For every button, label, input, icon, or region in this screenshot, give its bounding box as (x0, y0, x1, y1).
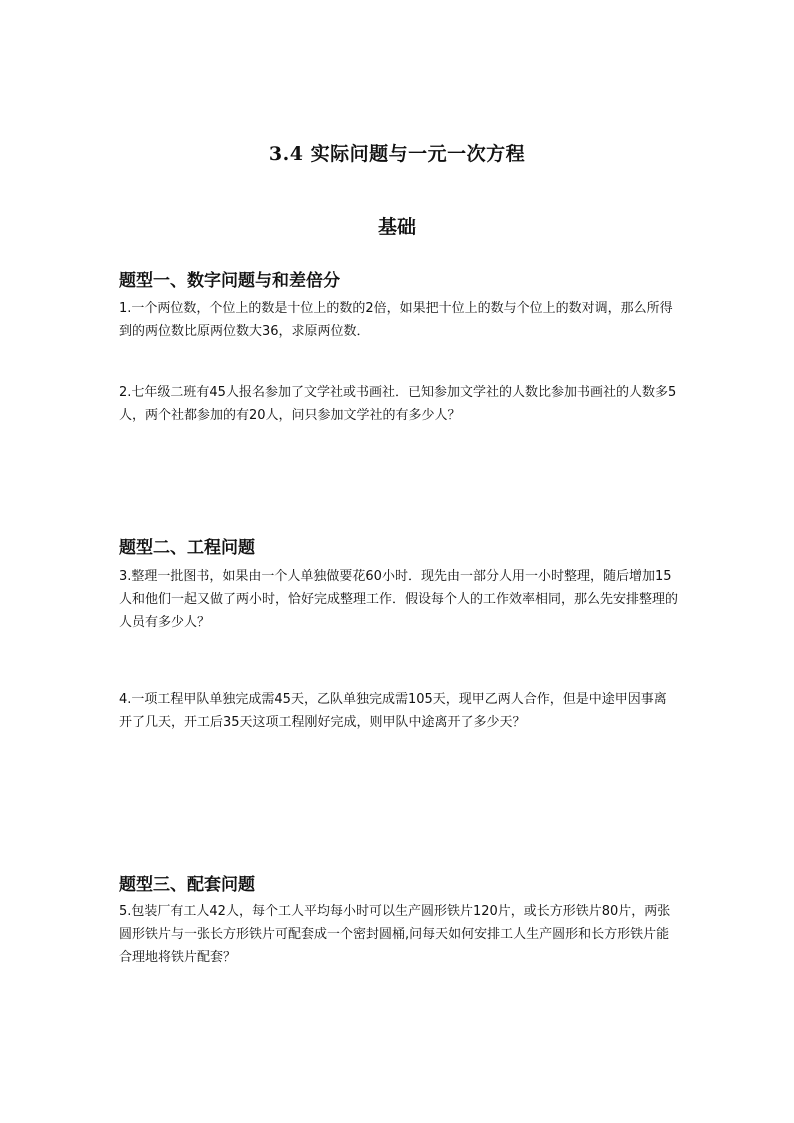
question-item: 2.七年级二班有45人报名参加了文学社或书画社．已知参加文学社的人数比参加书画社的人数多5人，两个社都参加的有20人，问只参加文学社的有多少人？ (119, 385, 677, 423)
question-item: 4.一项工程甲队单独完成需45天，乙队单独完成需105天，现甲乙两人合作，但是中途甲因事离开了几天，开工后35天这项工程刚好完成，则甲队中途离开了多少天？ (119, 692, 667, 730)
page-title: 3.4 实际问题与一元一次方程 (268, 143, 526, 165)
question-type-heading: 题型二、工程问题 (119, 538, 255, 558)
question-type-heading: 题型一、数字问题与和差倍分 (119, 271, 340, 291)
question-item: 1.一个两位数，个位上的数是十位上的数的2倍，如果把十位上的数与个位上的数对调，那么所得到的两位数比原两位数大36，求原两位数． (119, 301, 673, 339)
question-item: 3.整理一批图书，如果由一个人单独做要花60小时．现先由一部分人用一小时整理，随后增加15人和他们一起又做了两小时，恰好完成整理工作．假设每个人的工作效率相同，那么先安排整理的人员有多少人？ (119, 569, 679, 630)
question-type-heading: 题型三、配套问题 (119, 875, 255, 895)
question-item: 5.包装厂有工人42人，每个工人平均每小时可以生产圆形铁片120片，或长方形铁片80片，两张圆形铁片与一张长方形铁片可配套成一个密封圆桶,问每天如何安排工人生产圆形和长方形铁片能合理地将铁片配套？ (119, 904, 671, 965)
section-heading: 基础 (377, 216, 416, 238)
